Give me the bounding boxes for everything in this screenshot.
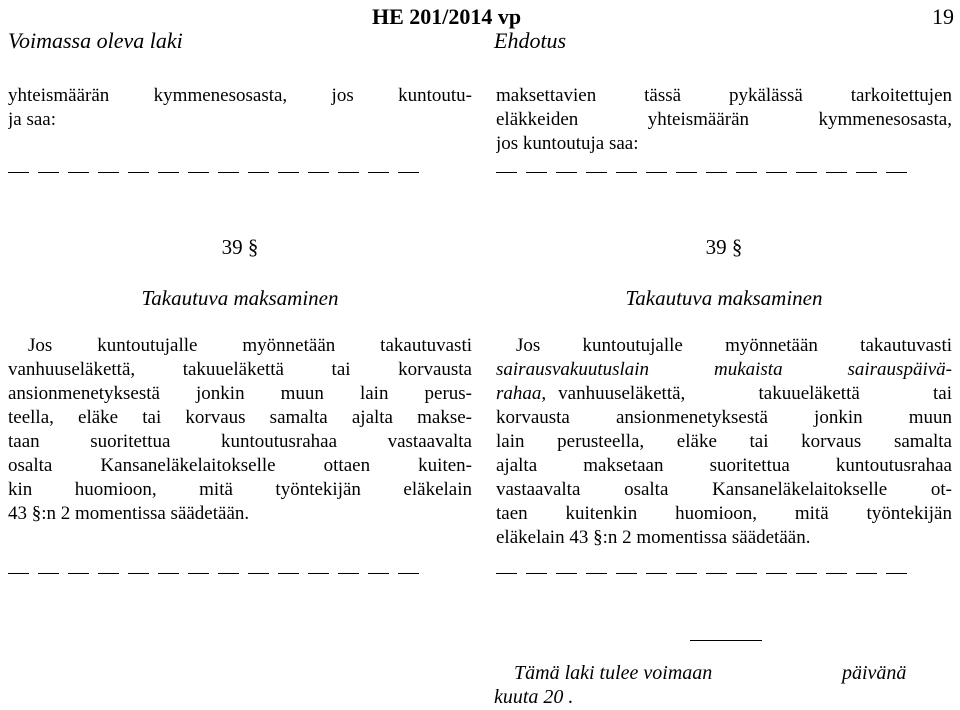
right-top-line: maksettavien tässä pykälässä tarkoitettujen <box>496 85 952 106</box>
right-body-line: ajalta maksetaan suoritettua kuntoutusrahaa <box>496 455 952 476</box>
right-body-italic-fragment: rahaa, <box>496 383 547 404</box>
bill-number: HE 201/2014 vp <box>372 4 522 29</box>
right-body-line: eläkelain 43 §:n 2 momentissa säädetään. <box>496 527 811 548</box>
left-body-paragraph <box>8 334 472 526</box>
right-top-paragraph <box>496 84 952 156</box>
right-body-line: korvausta ansionmenetyksestä jonkin muun <box>496 407 952 428</box>
left-body-line: kin huomioon, mitä työntekijän eläkelain <box>8 479 472 500</box>
left-body-line: osalta Kansaneläkelaitokselle ottaen kuiten- <box>8 455 472 476</box>
right-body-line: Jos kuntoutujalle myönnetään takautuvasti <box>516 335 952 356</box>
right-section-number: 39 § <box>705 235 743 259</box>
right-body-line-italic: sairausvakuutuslain mukaista sairauspäivä- <box>496 359 952 380</box>
left-omission-dashes-top <box>8 172 444 176</box>
left-body-line: vanhuuseläkettä, takuueläkettä tai korvausta <box>8 359 472 380</box>
left-section-title: Takautuva maksaminen <box>141 286 339 310</box>
entry-into-force-text: Tämä laki tulee voimaan <box>514 662 713 684</box>
left-omission-dashes-bottom <box>8 573 444 577</box>
left-top-line: yhteismäärän kymmenesosasta, jos kuntoutu- <box>8 85 472 106</box>
right-body-line: taen kuitenkin huomioon, mitä työntekijän <box>496 503 952 524</box>
right-top-line: jos kuntoutuja saa: <box>496 133 639 154</box>
right-body-line: lain perusteella, eläke tai korvaus samalta <box>496 431 952 452</box>
right-column-title: Ehdotus <box>494 28 567 53</box>
left-body-line: taan suoritettua kuntoutusrahaa vastaavalta <box>8 431 472 452</box>
page-number: 19 <box>932 4 954 29</box>
right-section-title: Takautuva maksaminen <box>625 286 823 310</box>
entry-into-force-day: päivänä <box>842 662 907 684</box>
left-section-number: 39 § <box>221 235 259 259</box>
right-body-paragraph <box>496 334 952 550</box>
left-top-paragraph <box>8 84 472 132</box>
left-body-line: ansionmenetyksestä jonkin muun lain perus- <box>8 383 472 404</box>
right-omission-dashes-top <box>496 172 932 176</box>
right-body-line: vastaavalta osalta Kansaneläkelaitokselle ot- <box>496 479 952 500</box>
left-body-line: Jos kuntoutujalle myönnetään takautuvasti <box>28 335 472 356</box>
left-body-line: teella, eläke tai korvaus samalta ajalta makse- <box>8 407 472 428</box>
left-top-line: ja saa: <box>8 109 57 130</box>
right-body-fragment: vanhuuseläkettä, takuueläkettä tai <box>558 383 952 404</box>
right-top-line: eläkkeiden yhteismäärän kymmenesosasta, <box>496 109 952 130</box>
entry-into-force-month: kuuta 20 . <box>494 686 574 708</box>
right-omission-dashes-bottom <box>496 573 932 577</box>
signature-rule <box>690 640 762 641</box>
left-body-line: 43 §:n 2 momentissa säädetään. <box>8 503 250 524</box>
right-body-line <box>496 382 952 406</box>
left-column-title: Voimassa oleva laki <box>8 28 183 53</box>
